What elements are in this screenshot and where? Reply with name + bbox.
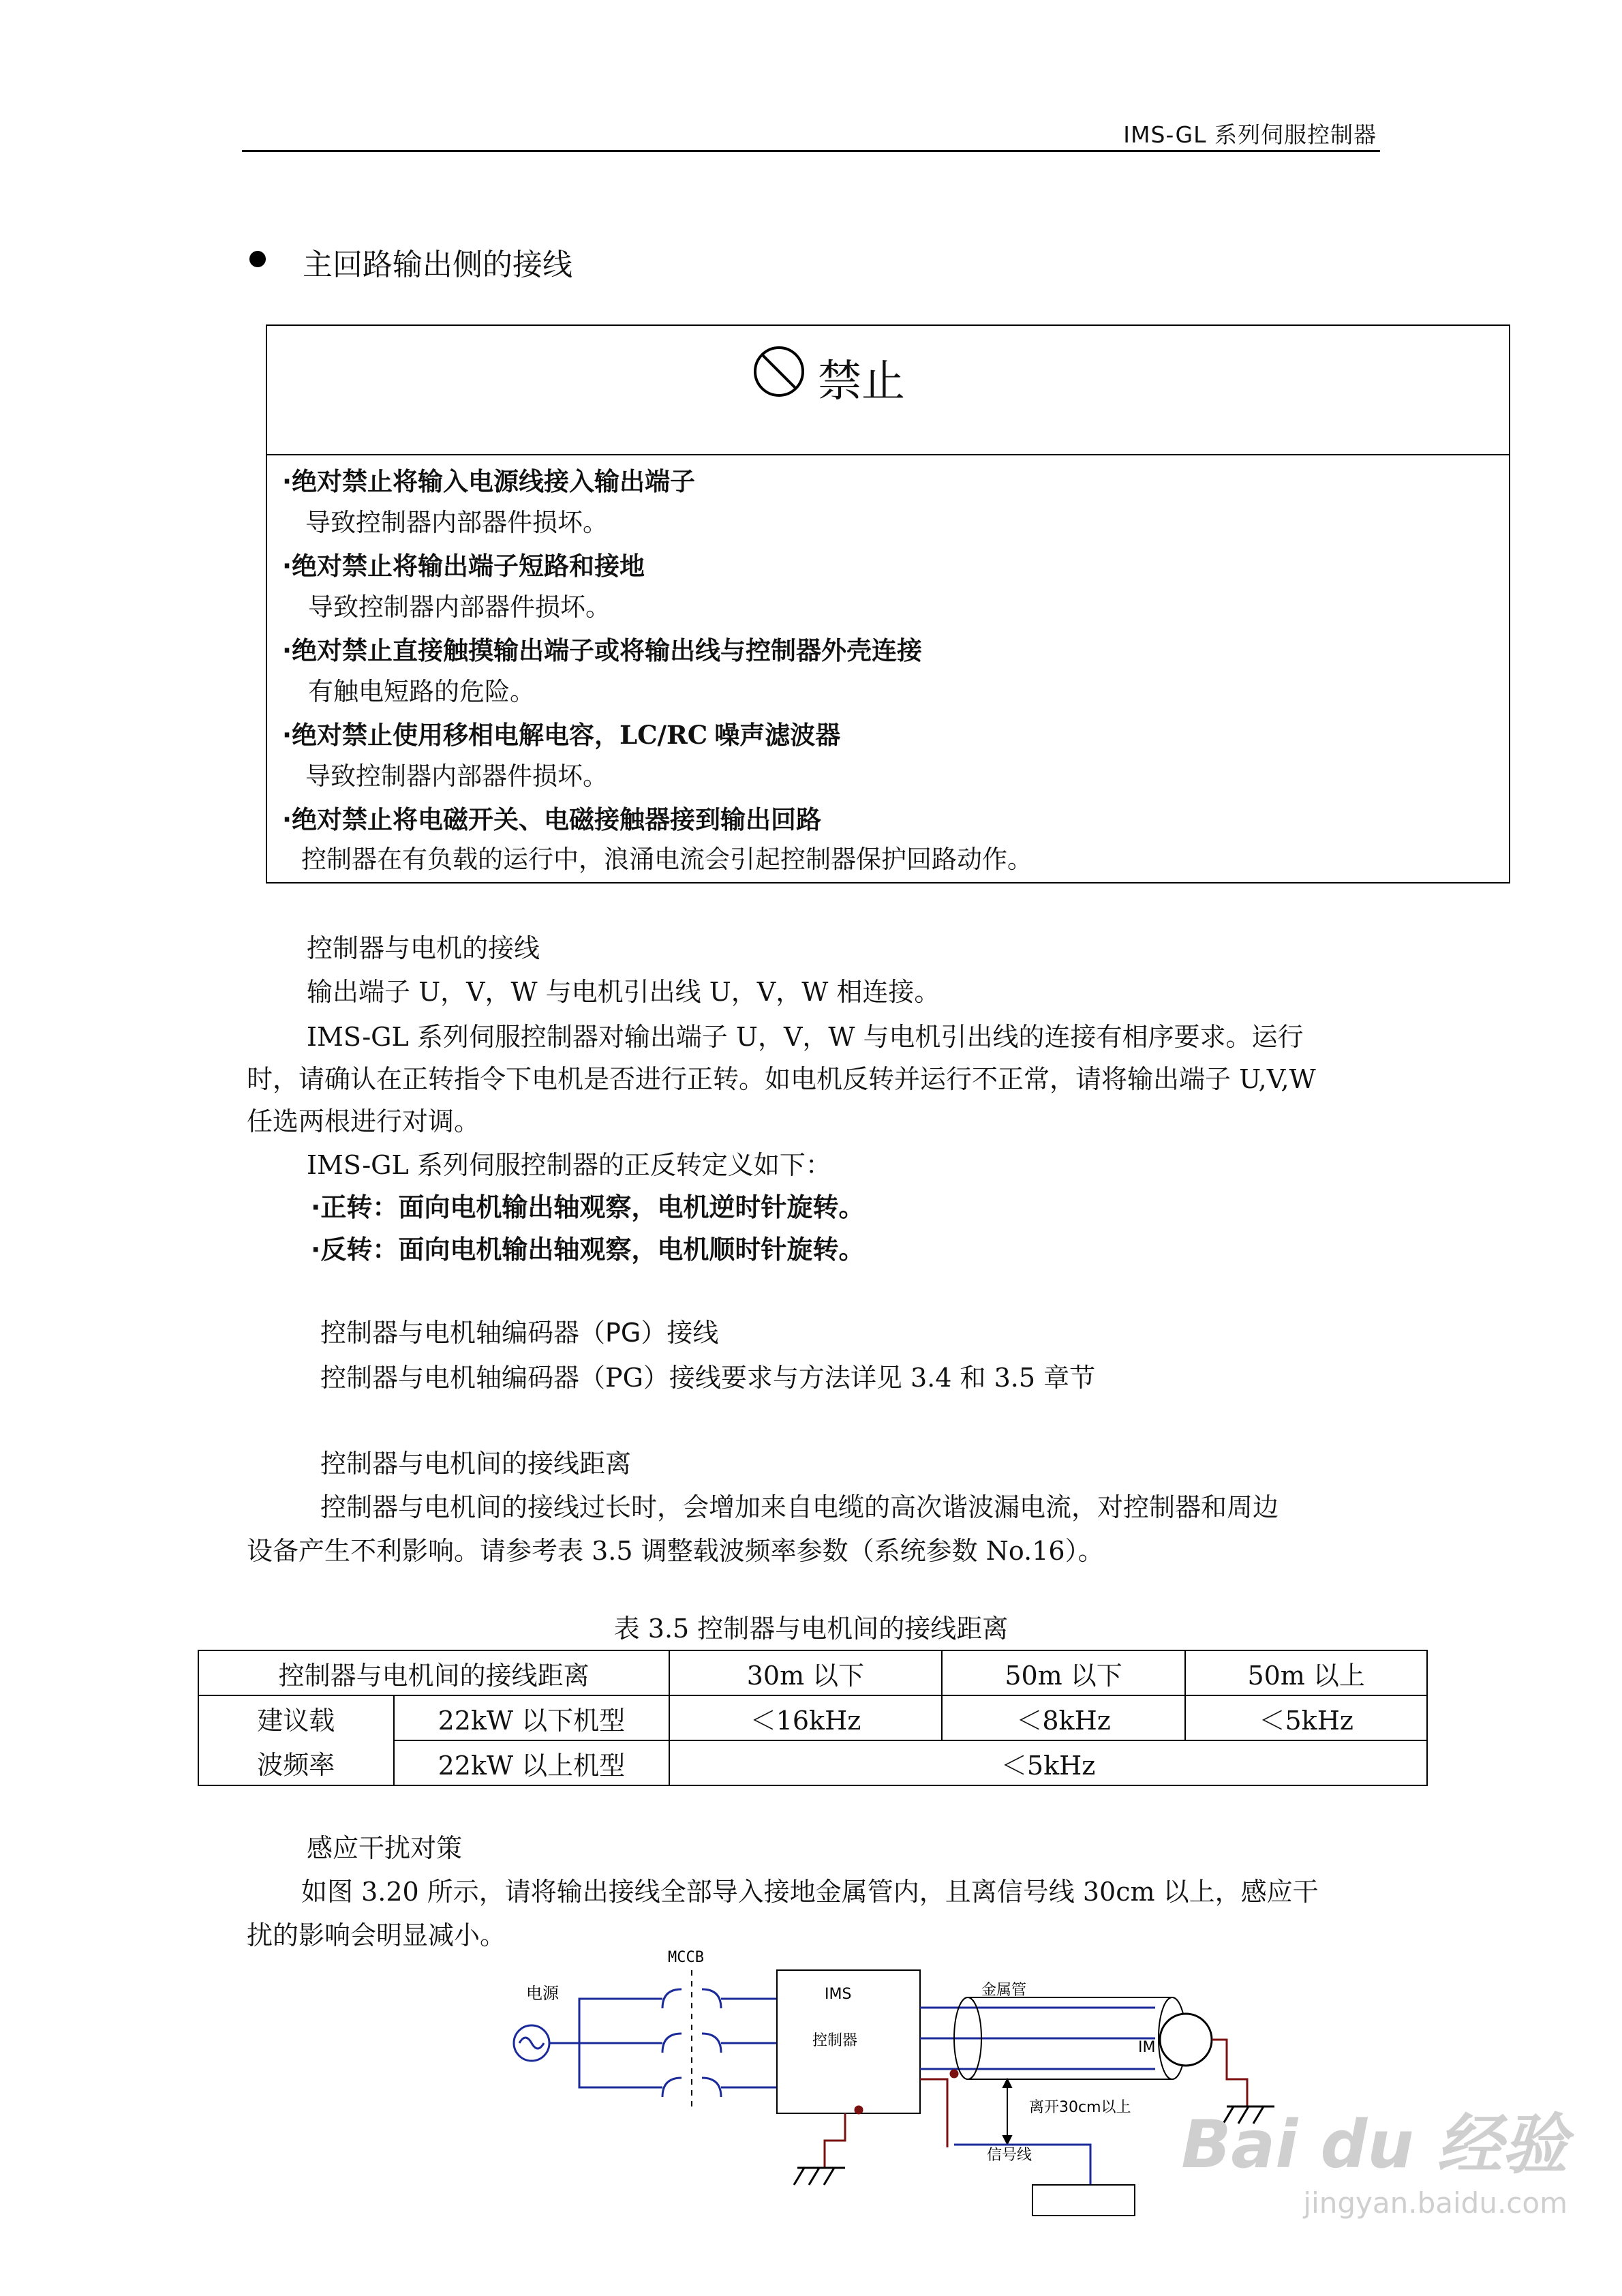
warning-item-desc: 导致控制器内部器件损坏。 <box>308 592 611 622</box>
reverse-definition: ·反转：面向电机输出轴观察，电机顺时针旋转。 <box>311 1235 865 1265</box>
prohibition-box <box>266 324 1510 883</box>
prohibit-label: 禁止 <box>818 357 905 407</box>
warning-item-title-pre: ·绝对禁止使用移相电解电容， <box>282 721 620 750</box>
header-rule <box>242 150 1380 152</box>
bullet-dot-icon <box>249 251 266 267</box>
output-wires <box>920 2008 1155 2069</box>
table-row <box>198 1740 1427 1785</box>
motor-wiring-p2-line1: IMS-GL 系列伺服控制器对输出端子 U，V，W 与电机引出线的连接有相序要求。运行 <box>307 1022 1304 1052</box>
table-header-cell: 50m 以下 <box>942 1650 1186 1695</box>
table-cell: ＜16kHz <box>669 1695 942 1740</box>
table-row-label: 波频率 <box>198 1740 394 1785</box>
table-cell: ＜5kHz <box>1185 1695 1427 1740</box>
table-header-cell: 30m 以下 <box>669 1650 942 1695</box>
table-caption: 表 3.5 控制器与电机间的接线距离 <box>613 1614 1009 1644</box>
warning-item-desc: 导致控制器内部器件损坏。 <box>305 761 608 791</box>
signal-line-label: 信号线 <box>987 2147 1032 2164</box>
baidu-watermark <box>1181 2093 1567 2220</box>
carrier-frequency-table <box>198 1650 1428 1786</box>
warning-item-title <box>282 714 840 751</box>
motor-icon <box>1160 2014 1212 2066</box>
warning-item-title-lcrc: LC/RC <box>619 720 708 750</box>
mccb-label: MCCB <box>668 1949 704 1966</box>
section-title: 主回路输出侧的接线 <box>303 247 572 282</box>
ims-label: IMS <box>825 1986 852 2003</box>
table-header-cell: 50m 以上 <box>1185 1650 1427 1695</box>
motor-wiring-p3: IMS-GL 系列伺服控制器的正反转定义如下： <box>307 1150 831 1180</box>
table-cell: ＜5kHz <box>669 1740 1427 1785</box>
encoder-heading: 控制器与电机轴编码器（PG）接线 <box>320 1318 719 1348</box>
encoder-text: 控制器与电机轴编码器（PG）接线要求与方法详见 3.4 和 3.5 章节 <box>320 1363 1096 1393</box>
table-cell: 22kW 以下机型 <box>394 1695 670 1740</box>
control-device-box <box>1032 2185 1135 2216</box>
table-row-label: 建议载 <box>198 1695 394 1740</box>
controller-label: 控制器 <box>812 2032 858 2049</box>
interference-line2: 扰的影响会明显减小。 <box>247 1920 506 1950</box>
distance-heading: 控制器与电机间的接线距离 <box>320 1449 632 1479</box>
warning-item-desc: 导致控制器内部器件损坏。 <box>305 508 608 537</box>
table-header-cell: 控制器与电机间的接线距离 <box>198 1650 669 1695</box>
motor-label: IM <box>1138 2039 1156 2056</box>
warning-item-title: ·绝对禁止将输入电源线接入输出端子 <box>282 467 696 496</box>
warning-item-desc: 控制器在有负载的运行中，浪涌电流会引起控制器保护回路动作。 <box>301 845 1032 874</box>
distance-label: 离开30cm以上 <box>1029 2099 1131 2116</box>
forward-definition: ·正转：面向电机输出轴观察，电机逆时针旋转。 <box>311 1192 865 1222</box>
distance-line2: 设备产生不利影响。请参考表 3.5 调整载波频率参数（系统参数 No.16）。 <box>247 1536 1104 1566</box>
table-cell: 22kW 以上机型 <box>394 1740 670 1785</box>
mccb-breaker-icon <box>662 1970 721 2106</box>
ac-source-icon <box>514 2025 549 2061</box>
power-label: 电源 <box>526 1984 559 2003</box>
table-cell: ＜8kHz <box>942 1695 1186 1740</box>
interference-line1: 如图 3.20 所示，请将输出接线全部导入接地金属管内，且离信号线 30cm 以上，感应干 <box>301 1877 1319 1907</box>
table-header-row <box>198 1650 1427 1695</box>
motor-wiring-p1: 输出端子 U，V，W 与电机引出线 U，V，W 相连接。 <box>307 977 940 1007</box>
running-header: IMS-GL 系列伺服控制器 <box>1123 121 1377 148</box>
prohibit-icon <box>752 345 806 398</box>
warning-item-title: ·绝对禁止直接触摸输出端子或将输出线与控制器外壳连接 <box>282 636 923 665</box>
prohibition-header <box>267 326 1509 455</box>
watermark-brand: Bai du 经验 <box>1181 2106 1567 2183</box>
warning-item-title: ·绝对禁止将输出端子短路和接地 <box>282 552 645 581</box>
motor-wiring-p2-line2: 时，请确认在正转指令下电机是否进行正转。如电机反转并运行不正常，请将输出端子 U,V,W <box>247 1064 1316 1094</box>
distance-line1: 控制器与电机间的接线过长时，会增加来自电缆的高次谐波漏电流，对控制器和周边 <box>320 1492 1279 1522</box>
table-row <box>198 1695 1427 1740</box>
watermark-url: jingyan.baidu.com <box>1303 2186 1567 2220</box>
interference-heading: 感应干扰对策 <box>307 1833 463 1863</box>
metal-tube-label: 金属管 <box>981 1982 1027 1999</box>
warning-item-desc: 有触电短路的危险。 <box>308 677 535 706</box>
motor-wiring-heading: 控制器与电机的接线 <box>307 933 540 963</box>
distance-arrow <box>1003 2079 1011 2144</box>
warning-item-title: ·绝对禁止将电磁开关、电磁接触器接到输出回路 <box>282 805 822 834</box>
motor-wiring-p2-line3: 任选两根进行对调。 <box>247 1106 480 1136</box>
warning-item-title-post: 噪声滤波器 <box>714 721 841 750</box>
